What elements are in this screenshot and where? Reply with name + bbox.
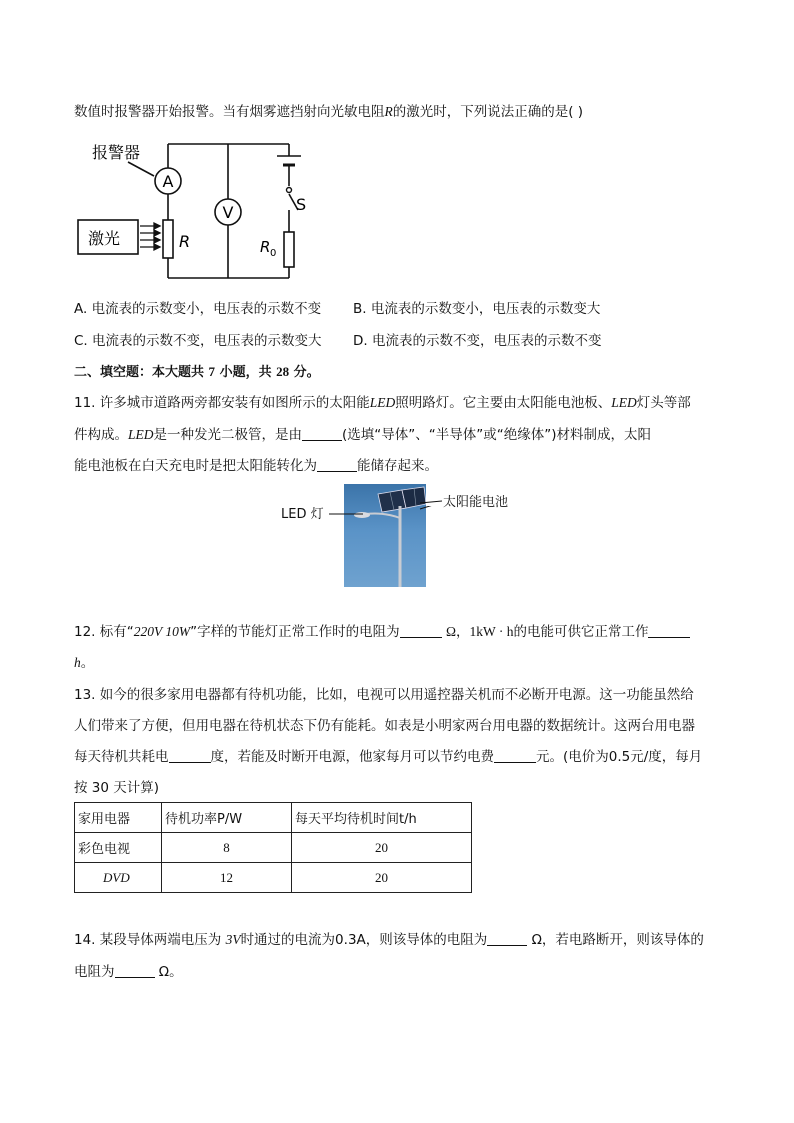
q10-stem <box>74 103 583 121</box>
table-cell: 彩色电视 <box>75 833 162 863</box>
q11-led: LED <box>611 395 637 410</box>
q12-line2 <box>74 654 94 672</box>
ammeter-label: A <box>162 172 174 191</box>
section-count: 7 <box>208 364 216 379</box>
appliance-table <box>74 802 472 893</box>
table-header: 每天平均待机时间t/h <box>292 803 472 833</box>
table-header-row <box>75 803 472 833</box>
resistor-label: R <box>179 232 191 251</box>
answer-blank[interactable] <box>317 457 357 472</box>
alarm-label: 报警器 <box>92 143 141 162</box>
q13-line2: 人们带来了方便，但用电器在待机状态下仍有能耗。如表是小明家两台用电器的数据统计。这两台用电器 <box>74 718 695 734</box>
circuit-diagram <box>74 136 334 284</box>
street-light-drawing <box>344 484 426 587</box>
section-mid: 小题，共 <box>219 365 272 380</box>
table-cell: 12 <box>162 863 292 893</box>
q10-stem-text: 数值时报警器开始报警。当有烟雾遮挡射向光敏电阻 <box>74 104 385 120</box>
switch-label: S <box>296 195 307 214</box>
q12-end: 。 <box>80 655 95 671</box>
q12-unit: h <box>74 655 81 670</box>
q11-text: 照明路灯。它主要由太阳能电池板、 <box>395 395 612 411</box>
table-cell: DVD <box>75 863 162 893</box>
r0-label: R <box>260 238 271 256</box>
q13-line1: 13. 如今的很多家用电器都有待机功能，比如，电视可以用遥控器关机而不必断开电源。这一功能虽然给 <box>74 687 694 703</box>
q12-rating: 220V 10W <box>133 624 191 639</box>
q10-r-symbol: R <box>384 104 393 119</box>
laser-arrows <box>140 223 160 250</box>
q13-text: 度，若能及时断开电源，他家每月可以节约电费 <box>210 749 494 765</box>
q11-line1 <box>74 394 691 412</box>
q12-text: ”字样的节能灯正常工作时的电阻为 <box>190 624 400 640</box>
q11-line3 <box>74 457 438 475</box>
q14-line1 <box>74 931 704 949</box>
q13-text: 元。(电价为0.5元/度，每月 <box>536 749 703 765</box>
table-cell: 8 <box>162 833 292 863</box>
q14-text: Ω，若电路断开，则该导体的 <box>531 932 704 948</box>
q10-option-d: D. 电流表的示数不变，电压表的示数不变 <box>353 333 602 349</box>
q13-line3 <box>74 748 702 766</box>
solar-leader-line <box>420 495 444 507</box>
answer-blank[interactable] <box>169 748 211 763</box>
q14-text: 时通过的电流为0.3A，则该导体的电阻为 <box>240 932 488 948</box>
q12-line1 <box>74 623 690 641</box>
section-points: 28 <box>276 364 290 379</box>
q11-text: 件构成。 <box>74 427 128 443</box>
q12-text: Ω，1kW · h的电能可供它正常工作 <box>445 624 649 639</box>
answer-blank[interactable] <box>302 426 342 441</box>
answer-blank[interactable] <box>487 931 527 946</box>
q13-text: 每天待机共耗电 <box>74 749 169 765</box>
section-heading <box>74 363 320 382</box>
led-light-label: LED 灯 <box>281 507 324 522</box>
table-row <box>75 863 472 893</box>
q10-stem-end: 的激光时，下列说法正确的是( ) <box>392 104 584 120</box>
street-light-photo <box>344 484 426 587</box>
table-row <box>75 833 472 863</box>
section-title: 二、填空题：本大题共 <box>74 365 205 380</box>
answer-blank[interactable] <box>648 623 690 638</box>
r0-subscript: 0 <box>270 248 277 259</box>
q14-text: 14. 某段导体两端电压为 <box>74 932 222 948</box>
table-header: 家用电器 <box>75 803 162 833</box>
answer-blank[interactable] <box>400 623 442 638</box>
switch-contact <box>287 188 292 193</box>
q14-text: 电阻为 <box>74 964 115 980</box>
q12-text: 12. 标有“ <box>74 624 134 640</box>
q11-text: 能电池板在白天充电时是把太阳能转化为 <box>74 458 317 474</box>
photoresistor <box>163 220 173 258</box>
q11-text: 11. 许多城市道路两旁都安装有如图所示的太阳能 <box>74 395 370 411</box>
q11-text: 灯头等部 <box>636 395 691 411</box>
q14-text: Ω。 <box>158 964 183 980</box>
voltmeter-label: V <box>222 203 234 222</box>
table-header: 待机功率P/W <box>162 803 292 833</box>
q10-option-b: B. 电流表的示数变小，电压表的示数变大 <box>353 301 601 317</box>
q11-line2 <box>74 426 651 444</box>
q13-line4: 按 30 天计算) <box>74 780 160 796</box>
q11-text: 能储存起来。 <box>357 458 438 474</box>
answer-blank[interactable] <box>494 748 536 763</box>
resistor-r0 <box>284 232 294 267</box>
q11-led: LED <box>369 395 396 410</box>
solar-panel-label: 太阳能电池 <box>443 495 509 510</box>
laser-label: 激光 <box>88 229 121 248</box>
table-cell: 20 <box>292 833 472 863</box>
q14-voltage: 3V <box>225 932 241 947</box>
q11-text: 是一种发光二极管，是由 <box>153 427 303 443</box>
q10-option-a: A. 电流表的示数变小，电压表的示数不变 <box>74 301 322 317</box>
figure-leader-lines <box>325 506 465 526</box>
q11-text: (选填“导体”、“半导体”或“绝缘体”)材料制成，太阳 <box>342 427 652 443</box>
q10-option-c: C. 电流表的示数不变，电压表的示数变大 <box>74 333 322 349</box>
section-end: 分。 <box>293 365 320 380</box>
q11-led: LED <box>128 427 154 442</box>
table-cell: 20 <box>292 863 472 893</box>
answer-blank[interactable] <box>115 963 155 978</box>
q14-line2 <box>74 963 183 981</box>
